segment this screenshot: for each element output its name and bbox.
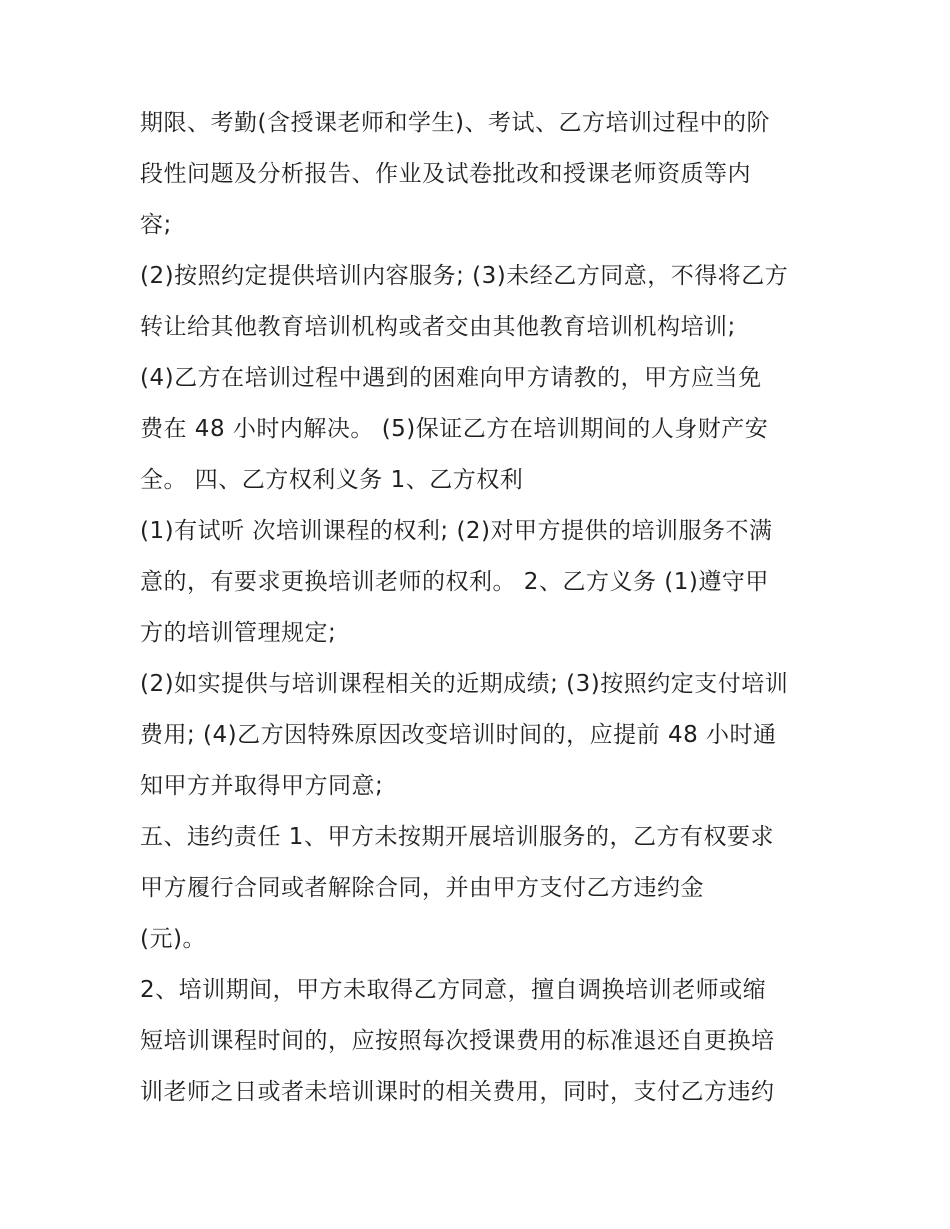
text-line: 费在 48 小时内解决。 (5)保证乙方在培训期间的人身财产安 — [140, 416, 769, 442]
text-line: 期限、考勤(含授课老师和学生)、考试、乙方培训过程中的阶 — [140, 110, 770, 136]
text-line: 方的培训管理规定; — [140, 620, 337, 646]
text-line: 甲方履行合同或者解除合同，并由甲方支付乙方违约金 — [140, 875, 704, 901]
text-line: (4)乙方在培训过程中遇到的困难向甲方请教的，甲方应当免 — [140, 365, 762, 391]
text-line: 段性问题及分析报告、作业及试卷批改和授课老师资质等内 — [140, 161, 751, 187]
text-line: (元)。 — [140, 926, 206, 952]
text-line: 容; — [140, 212, 172, 238]
document-body — [140, 98, 820, 1118]
text-line: 知甲方并取得甲方同意; — [140, 773, 384, 799]
text-line: 2、培训期间，甲方未取得乙方同意，擅自调换培训老师或缩 — [140, 977, 767, 1003]
text-line: 转让给其他教育培训机构或者交由其他教育培训机构培训; — [140, 314, 736, 340]
text-line: 费用; (4)乙方因特殊原因改变培训时间的，应提前 48 小时通 — [140, 722, 777, 748]
text-line: 意的，有要求更换培训老师的权利。 2、乙方义务 (1)遵守甲 — [140, 569, 769, 595]
text-line: (2)如实提供与培训课程相关的近期成绩; (3)按照约定支付培训 — [140, 671, 789, 697]
text-line: 短培训课程时间的，应按照每次授课费用的标准退还自更换培 — [140, 1028, 775, 1054]
text-line: 训老师之日或者未培训课时的相关费用，同时，支付乙方违约 — [140, 1079, 775, 1105]
text-line: (1)有试听 次培训课程的权利; (2)对甲方提供的培训服务不满 — [140, 518, 773, 544]
text-line: (2)按照约定提供培训内容服务; (3)未经乙方同意，不得将乙方 — [140, 263, 789, 289]
text-line: 五、违约责任 1、甲方未按期开展培训服务的，乙方有权要求 — [140, 824, 774, 850]
text-line: 全。 四、乙方权利义务 1、乙方权利 — [140, 467, 524, 493]
